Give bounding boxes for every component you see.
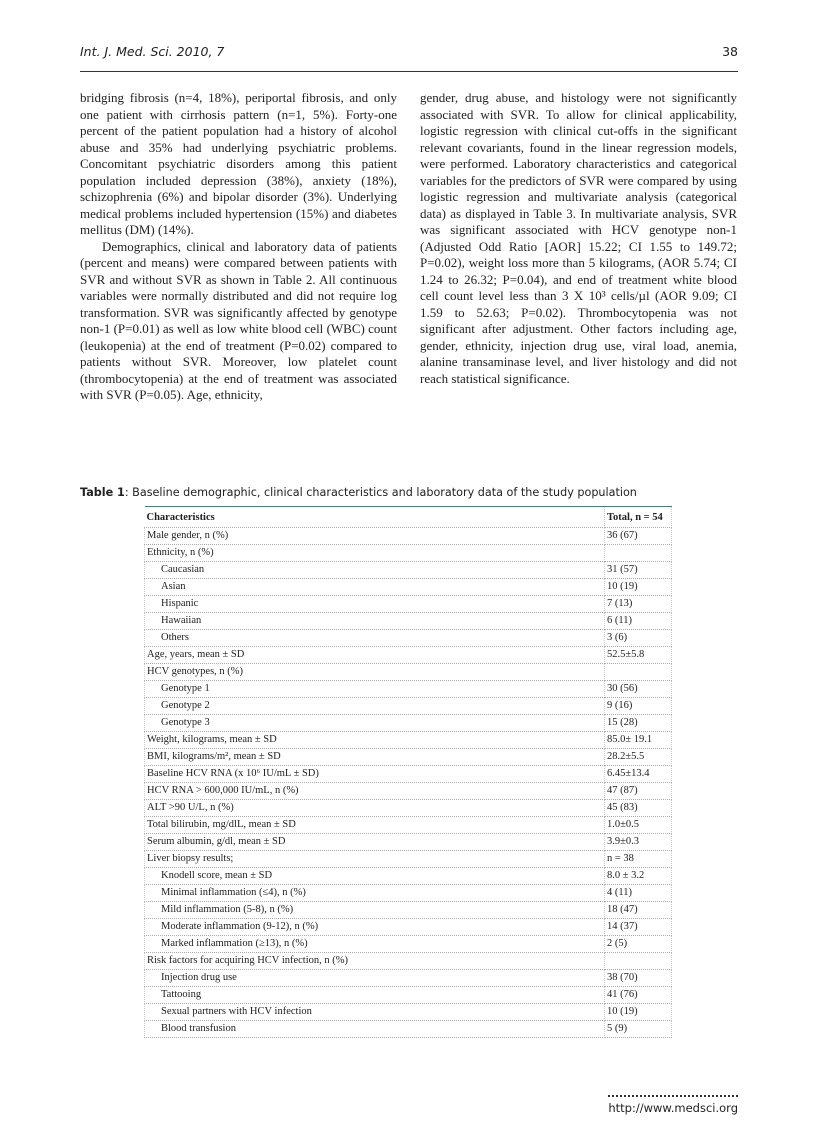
table-row [145, 732, 672, 749]
cell-total: 38 (70) [605, 970, 672, 987]
table-row [145, 800, 672, 817]
table-row [145, 647, 672, 664]
cell-total: 14 (37) [605, 919, 672, 936]
cell-characteristic: Knodell score, mean ± SD [145, 868, 605, 885]
cell-characteristic: Liver biopsy results; [145, 851, 605, 868]
cell-characteristic: Injection drug use [145, 970, 605, 987]
cell-total [605, 664, 672, 681]
table-row [145, 698, 672, 715]
cell-total: 30 (56) [605, 681, 672, 698]
cell-characteristic: Tattooing [145, 987, 605, 1004]
cell-total: 41 (76) [605, 987, 672, 1004]
cell-characteristic: Total bilirubin, mg/dlL, mean ± SD [145, 817, 605, 834]
cell-total: 4 (11) [605, 885, 672, 902]
cell-total: 10 (19) [605, 1004, 672, 1021]
caption-text: : Baseline demographic, clinical characteristics and laboratory data of the study population [124, 486, 637, 499]
table-caption [80, 486, 637, 500]
table-row [145, 902, 672, 919]
left-column [80, 90, 397, 404]
table-1 [144, 506, 672, 1038]
cell-total: 47 (87) [605, 783, 672, 800]
cell-total [605, 545, 672, 562]
cell-total: 8.0 ± 3.2 [605, 868, 672, 885]
table-row [145, 613, 672, 630]
cell-total: 6.45±13.4 [605, 766, 672, 783]
cell-total: 1.0±0.5 [605, 817, 672, 834]
cell-total: 45 (83) [605, 800, 672, 817]
cell-total: 18 (47) [605, 902, 672, 919]
cell-total: 3 (6) [605, 630, 672, 647]
cell-characteristic: Hispanic [145, 596, 605, 613]
cell-characteristic: Genotype 3 [145, 715, 605, 732]
cell-characteristic: Genotype 2 [145, 698, 605, 715]
table-row [145, 545, 672, 562]
cell-characteristic: Genotype 1 [145, 681, 605, 698]
cell-total: 7 (13) [605, 596, 672, 613]
cell-characteristic: Sexual partners with HCV infection [145, 1004, 605, 1021]
cell-characteristic: BMI, kilograms/m², mean ± SD [145, 749, 605, 766]
table-row [145, 834, 672, 851]
table-row [145, 953, 672, 970]
cell-total: 36 (67) [605, 528, 672, 545]
cell-characteristic: Marked inflammation (≥13), n (%) [145, 936, 605, 953]
cell-characteristic: Serum albumin, g/dl, mean ± SD [145, 834, 605, 851]
cell-characteristic: Caucasian [145, 562, 605, 579]
cell-characteristic: Ethnicity, n (%) [145, 545, 605, 562]
table-row [145, 562, 672, 579]
table-row [145, 783, 672, 800]
table-row [145, 936, 672, 953]
table-row [145, 885, 672, 902]
paragraph: gender, drug abuse, and histology were not significantly associated with SVR. To allow for clinical applicability, logistic regression with clinical cut-offs in the significant relevant covariants, found in the linear regression models, were performed. Laboratory characteristics and categorical variables for the predictors of SVR were compared by using logistic regression and multivariate analysis (categorical data) as displayed in Table 3. In multivariate analysis, SVR was significant associated with HCV genotype non-1 (Adjusted Odd Ratio [AOR] 15.22; CI 1.55 to 149.72; P=0.02), weight loss more than 5 kilograms, (AOR 5.74; CI 1.24 to 26.32; P=0.04), and end of treatment white blood cell count level less than 3 X 10³ cells/µl (AOR 9.09; CI 1.59 to 52.63; P=0.02). Thrombocytopenia was not significant after adjustment. Other factors including age, gender, ethnicity, injection drug use, viral load, anemia, alanine transaminase level, and liver histology and did not reach statistical significance. [420, 90, 737, 386]
header-total: Total, n = 54 [605, 507, 672, 528]
cell-total: n = 38 [605, 851, 672, 868]
cell-total: 5 (9) [605, 1021, 672, 1038]
table-label: Table 1 [80, 486, 125, 499]
table-body [145, 528, 672, 1038]
cell-characteristic: Asian [145, 579, 605, 596]
table-row [145, 987, 672, 1004]
cell-characteristic: Male gender, n (%) [145, 528, 605, 545]
cell-characteristic: Mild inflammation (5-8), n (%) [145, 902, 605, 919]
page-number: 38 [722, 44, 738, 59]
cell-total: 52.5±5.8 [605, 647, 672, 664]
table-row [145, 596, 672, 613]
cell-characteristic: Hawaiian [145, 613, 605, 630]
header-characteristics: Characteristics [145, 507, 605, 528]
cell-total: 9 (16) [605, 698, 672, 715]
cell-characteristic: Blood transfusion [145, 1021, 605, 1038]
cell-total: 6 (11) [605, 613, 672, 630]
right-column [420, 90, 737, 387]
table-row [145, 766, 672, 783]
table-row [145, 1004, 672, 1021]
paragraph: Demographics, clinical and laboratory data of patients (percent and means) were compared between patients with SVR and without SVR as shown in Table 2. All continuous variables were normally distributed and did not require log transformation. SVR was significantly affected by genotype non-1 (P=0.01) as well as low white blood cell (WBC) count (leukopenia) at the end of treatment (P=0.02) compared to patients without SVR. Moreover, low platelet count (thrombocytopenia) at the end of treatment was associated with SVR (P=0.05). Age, ethnicity, [80, 238, 397, 402]
cell-total: 15 (28) [605, 715, 672, 732]
footer-url[interactable]: http://www.medsci.org [608, 1095, 738, 1115]
table-row [145, 868, 672, 885]
table-row [145, 817, 672, 834]
cell-characteristic: HCV RNA > 600,000 IU/mL, n (%) [145, 783, 605, 800]
table-row [145, 851, 672, 868]
cell-characteristic: Weight, kilograms, mean ± SD [145, 732, 605, 749]
cell-characteristic: Moderate inflammation (9-12), n (%) [145, 919, 605, 936]
journal-header: Int. J. Med. Sci. 2010, 7 [80, 44, 225, 59]
cell-characteristic: Baseline HCV RNA (x 10⁶ IU/mL ± SD) [145, 766, 605, 783]
cell-total: 10 (19) [605, 579, 672, 596]
paragraph: bridging fibrosis (n=4, 18%), periportal fibrosis, and only one patient with cirrhosis pattern (n=1, 5%). Forty-one percent of the patient population had a history of alcohol abuse and 35% had underlying psychiatric problems. Concomitant psychiatric disorders among this patient population included depression (38%), anxiety (18%), schizophrenia (6%) and bipolar disorder (3%). Underlying medical problems included hypertension (15%) and diabetes mellitus (DM) (14%). [80, 90, 397, 237]
table-row [145, 1021, 672, 1038]
table-row [145, 970, 672, 987]
table-row [145, 664, 672, 681]
table-row [145, 528, 672, 545]
cell-total [605, 953, 672, 970]
table-row [145, 579, 672, 596]
cell-total: 85.0± 19.1 [605, 732, 672, 749]
cell-characteristic: Minimal inflammation (≤4), n (%) [145, 885, 605, 902]
table-row [145, 630, 672, 647]
cell-total: 2 (5) [605, 936, 672, 953]
header-rule [80, 71, 738, 72]
cell-characteristic: ALT >90 U/L, n (%) [145, 800, 605, 817]
table-row [145, 919, 672, 936]
cell-characteristic: HCV genotypes, n (%) [145, 664, 605, 681]
cell-total: 31 (57) [605, 562, 672, 579]
table-row [145, 715, 672, 732]
cell-total: 3.9±0.3 [605, 834, 672, 851]
table-header-row [145, 507, 672, 528]
cell-characteristic: Age, years, mean ± SD [145, 647, 605, 664]
table-row [145, 681, 672, 698]
table-row [145, 749, 672, 766]
cell-total: 28.2±5.5 [605, 749, 672, 766]
cell-characteristic: Risk factors for acquiring HCV infection, n (%) [145, 953, 605, 970]
cell-characteristic: Others [145, 630, 605, 647]
